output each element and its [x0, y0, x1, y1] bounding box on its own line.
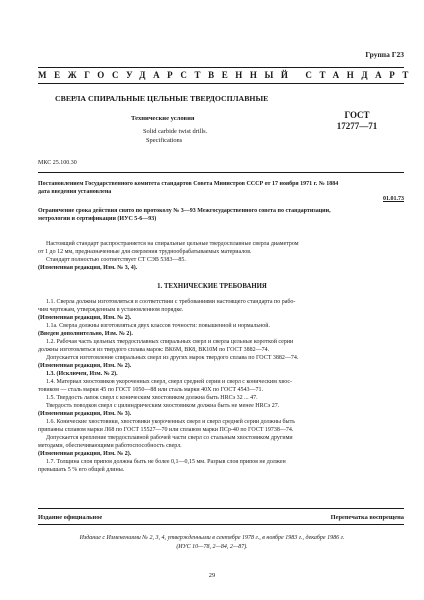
decree-line2: дата введения установлена — [38, 189, 112, 195]
edition-note-line1: Издание с Изменениями № 2, 3, 4, утвержденными в сентябре 1978 г., в ноябре 1983 г., декабре 1986 г. — [79, 535, 345, 541]
body-line: 1.2. Рабочая часть цельных твердосплавных спиральных сверл и сверла цельные короткой серии — [46, 339, 294, 345]
body-line: 1.6. Конические хвостовики, хвостовики укороченных сверл и сверл средней серии должны быть — [46, 419, 295, 425]
official-edition-label: Издание официальное — [38, 514, 103, 521]
body-line: 1.4. Материал хвостовиков укороченных сверл, сверл средней серии и сверл с коническим хвос- — [46, 379, 293, 385]
effective-date: 01.01.73 — [383, 196, 404, 202]
footer-rule-2 — [38, 524, 404, 525]
group-code: Группа Г23 — [365, 50, 404, 59]
intro-line: от 1 до 12 мм, предназначенные для сверления труднообрабатываемых материалов. — [38, 249, 252, 255]
body-line: 1.3. (Исключен, Изм. № 2). — [46, 371, 118, 377]
body-line: (Измененная редакция, Изм. № 3). — [38, 411, 132, 417]
english-title-line2: Specifications — [146, 137, 183, 144]
mks-code: МКС 25.100.30 — [38, 160, 77, 166]
body-line: Допускается изготовление спиральных сверл из других марок твердого сплава по ГОСТ 3882—74. — [46, 355, 299, 361]
limit-line2: метрологии и сертификации (ИУС 5-6—93) — [38, 216, 157, 222]
page-number: 29 — [208, 572, 216, 579]
body-line: 1.7. Толщина слоя припоя должна быть не более 0,1—0,15 мм. Разрыв слоя припоя не должен — [46, 459, 286, 465]
decree-line1: Постановлением Государственного комитета стандартов Совета Министров СССР от 17 ноября 1971 г. № 1884 — [38, 181, 339, 187]
decree-block — [38, 180, 404, 196]
intro-line: Настоящий стандарт распространяется на спиральные цельные твердосплавные сверла диаметром — [46, 241, 299, 247]
body-line: превышать 5 % его общей длины. — [38, 467, 125, 473]
mks-rule — [38, 172, 404, 173]
gost-label: ГОСТ — [344, 110, 370, 120]
body-line: (Измененная редакция, Изм. № 2). — [38, 451, 132, 457]
document-title: СВЕРЛА СПИРАЛЬНЫЕ ЦЕЛЬНЫЕ ТВЕРДОСПЛАВНЫЕ — [55, 94, 269, 103]
intro-line: Стандарт полностью соответствует СТ СЭВ 5383—85. — [46, 257, 186, 263]
intro-block — [38, 240, 404, 272]
standard-banner: МЕЖГОСУДАРСТВЕННЫЙ СТАНДАРТ — [38, 70, 417, 80]
body-line: 1.1а. Сверла должны изготовляться двух классов точности: повышенной и нормальной. — [46, 323, 270, 329]
section-title: 1. ТЕХНИЧЕСКИЕ ТРЕБОВАНИЯ — [157, 283, 267, 290]
body-line: товиком — сталь марки 45 по ГОСТ 1050—88 или сталь марки 40Х по ГОСТ 4543—71. — [38, 387, 264, 393]
body-line: (Измененная редакция, Изм. № 2). — [38, 315, 132, 321]
body-line: чим чертежам, утвержденным в установленном порядке. — [38, 307, 184, 313]
body-line: (Измененная редакция, Изм. № 2). — [38, 363, 132, 369]
body-line: Твердость поводков сверл с цилиндрическим хвостовиком должна быть не менее HRCэ 27. — [46, 403, 280, 409]
footer-rule — [38, 508, 404, 509]
body-line: 1.1. Сверла должны изготовляться в соответствии с требованиями настоящего стандарта по рабо- — [46, 299, 296, 305]
body-line: (Введен дополнительно, Изм. № 2). — [38, 331, 133, 337]
english-title-line1: Solid carbide twist drills. — [143, 128, 208, 135]
banner-rule — [38, 83, 404, 84]
body-line: методами, обеспечивающими работоспособность сверл. — [38, 443, 182, 449]
body-block — [38, 298, 404, 474]
body-line: должны изготовляться из твердого сплава марок: ВК6М, ВК8, ВК10М по ГОСТ 3882—74. — [38, 347, 270, 353]
intro-line: (Измененная редакция, Изм. № 3, 4). — [38, 265, 138, 271]
edition-note-line2: (ИУС 10—78, 2—84, 2—87). — [176, 544, 248, 550]
body-line: припаяны сплавом марки Л68 по ГОСТ 15527—70 или сплавом марки ПСр-40 по ГОСТ 19738—74. — [38, 427, 294, 433]
limit-block — [38, 207, 404, 223]
gost-number: 17277—71 — [336, 121, 378, 131]
body-line: Допускается крепление твердосплавной рабочей части сверл со стальным хвостовиком другими — [46, 435, 293, 441]
body-line: 1.5. Твердость лапок сверл с коническим хвостовиком должна быть HRCэ 32 ... 47. — [46, 395, 258, 401]
document-subtitle: Технические условия — [131, 115, 195, 122]
top-rule — [38, 67, 404, 68]
reprint-prohibited-label: Перепечатка воспрещена — [330, 514, 404, 521]
limit-line1: Ограничение срока действия снято по протоколу № 3—93 Межгосударственного совета по стандартизации, — [38, 208, 331, 214]
